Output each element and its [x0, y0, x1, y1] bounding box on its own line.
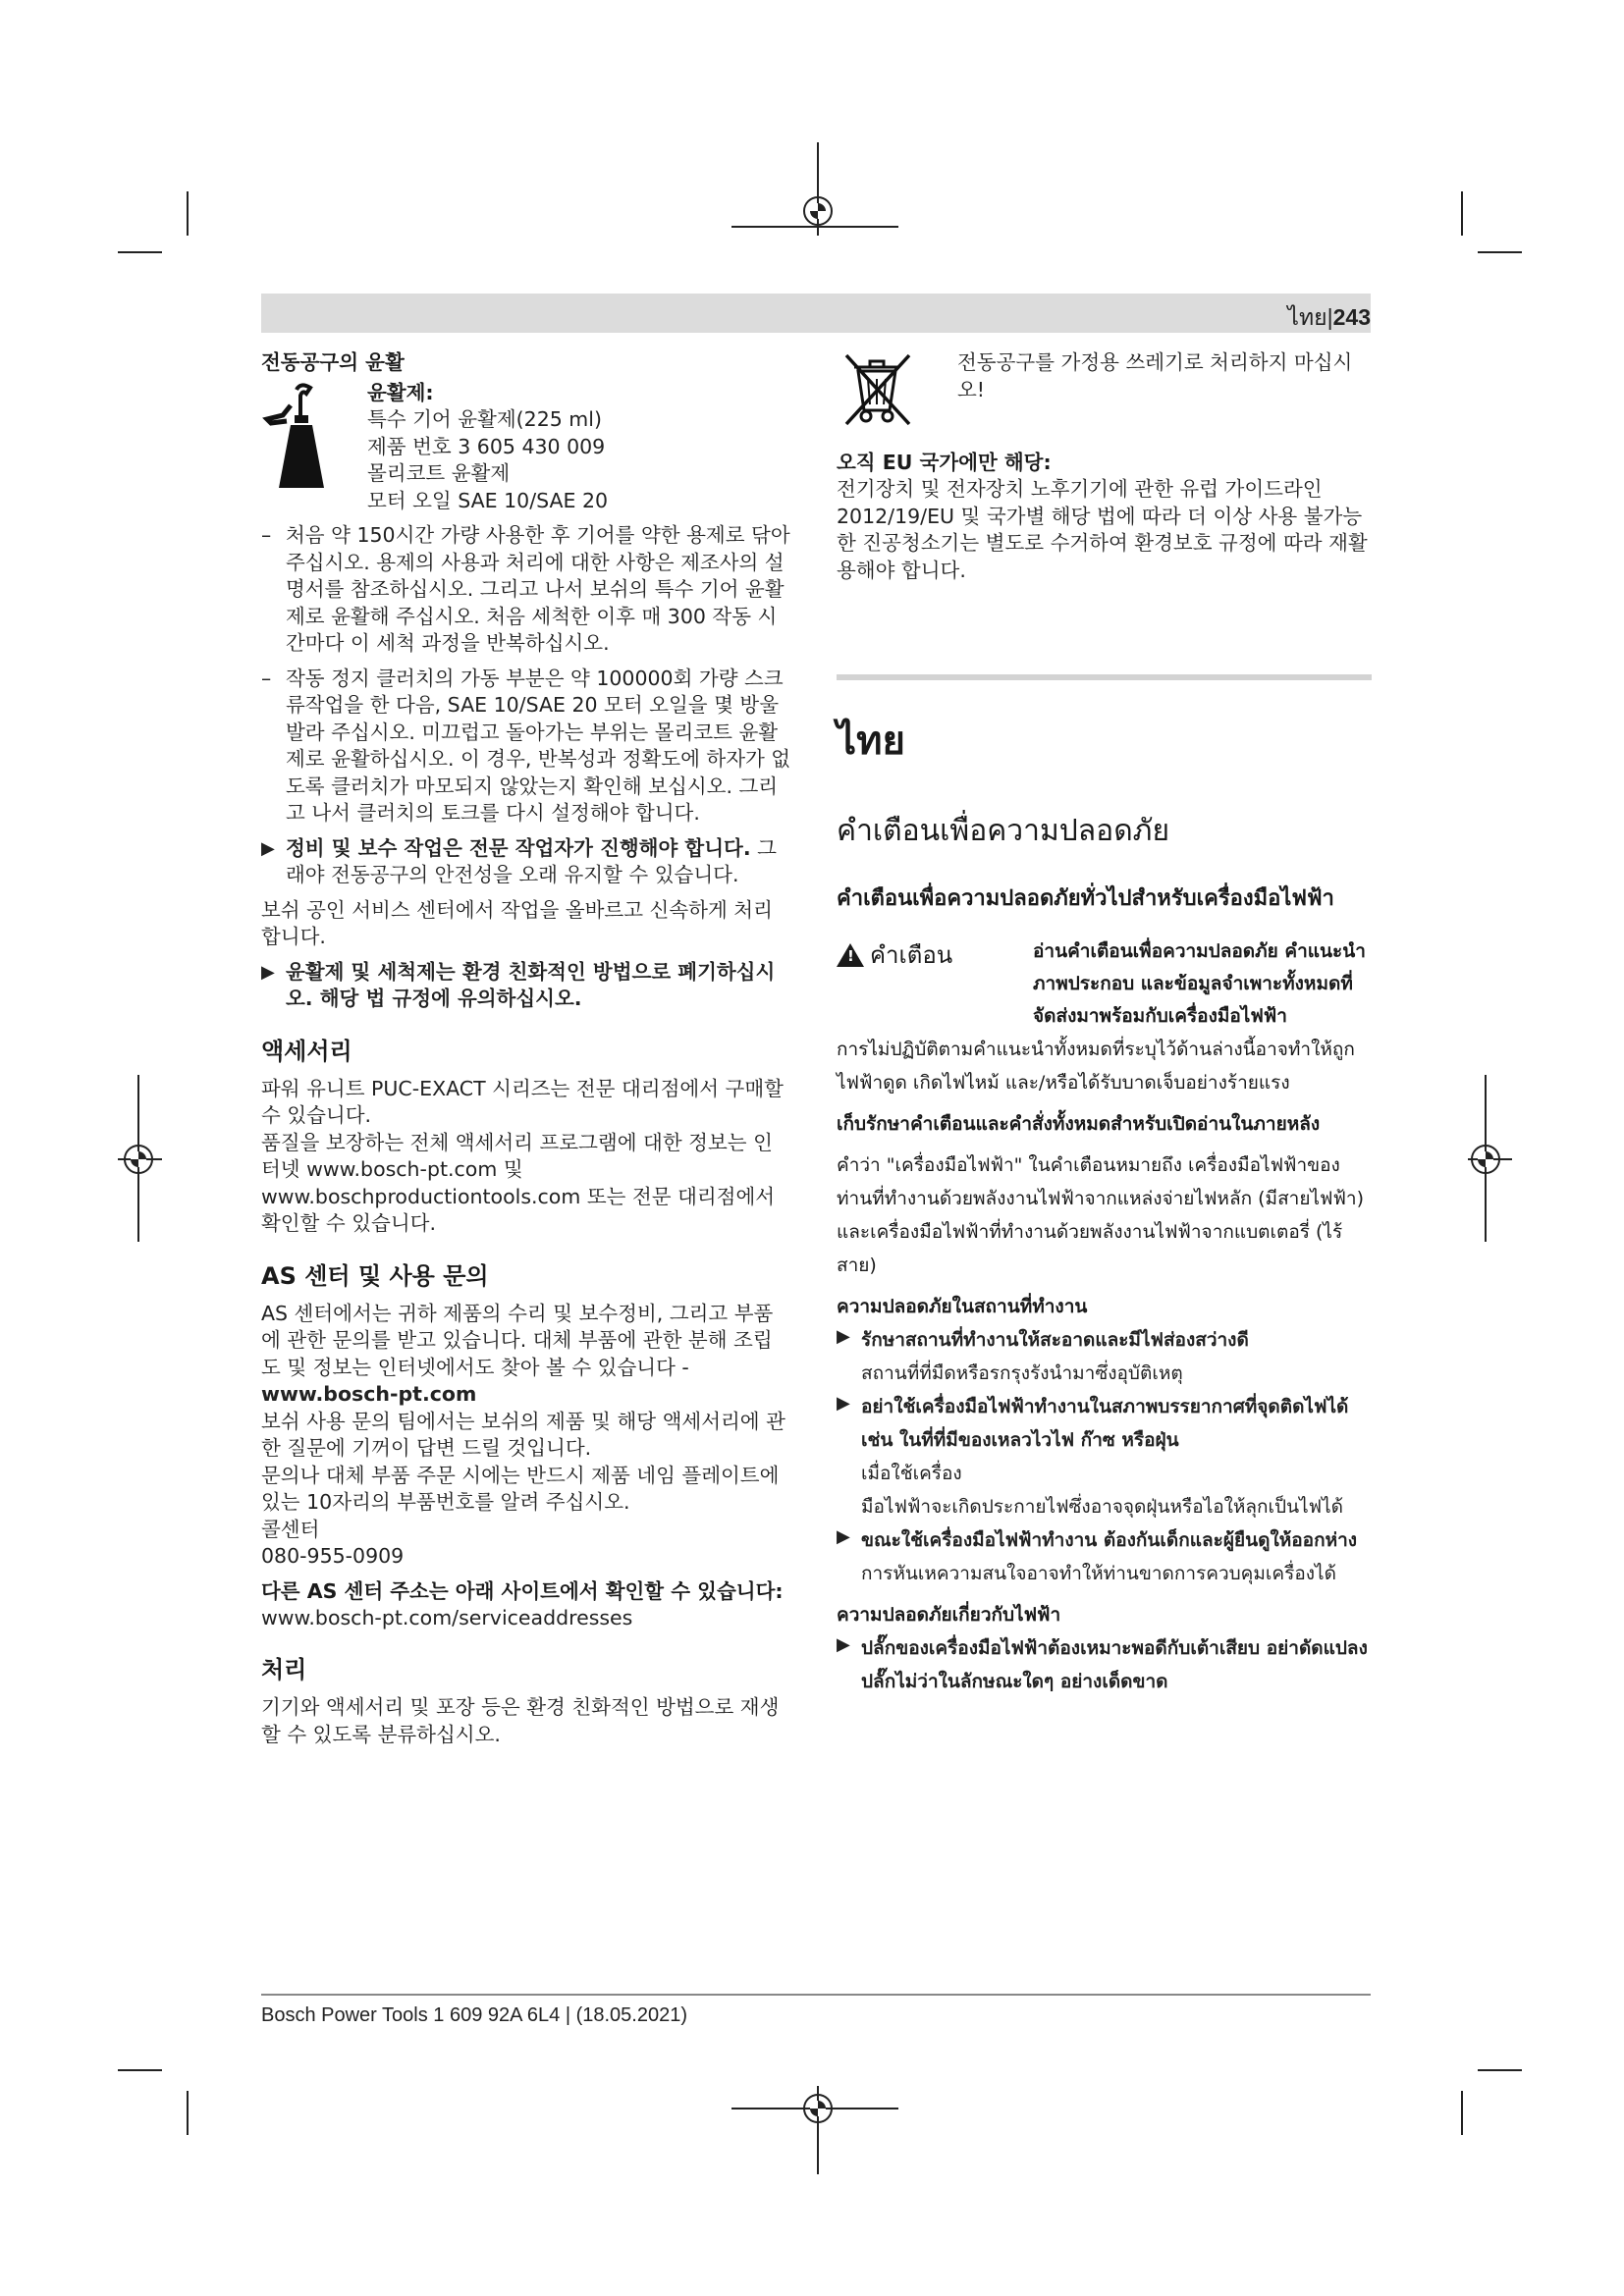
oil-can-icon: [261, 380, 340, 498]
safety-item-text: มือไฟฟ้าจะเกิดประกายไฟซึ่งอาจจุดฝุ่นหรือไอให้ลุกเป็นไฟได้: [861, 1496, 1344, 1518]
accessories-heading: 액세서리: [261, 1037, 352, 1065]
registration-mark-icon: [803, 196, 833, 226]
bosch-link[interactable]: www.bosch-pt.com: [261, 1382, 477, 1406]
call-center-number: 080-955-0909: [261, 1544, 405, 1568]
crop-mark: [118, 2069, 162, 2071]
safety-item-bold: อย่าใช้เครื่องมือไฟฟ้าทำงานในสภาพบรรยากาศที่จุดติดไฟได้ เช่น ในที่ที่มีของเหลวไวไฟ ก๊าซ หรือฝุ่น: [861, 1396, 1349, 1451]
footer-rule: [261, 1994, 1371, 1996]
registration-mark-icon: [803, 2094, 833, 2123]
thai-section-title: ไทย: [837, 718, 905, 764]
crop-mark: [118, 251, 162, 253]
eco-disposal-bold: 윤활제 및 세척제는 환경 친화적인 방법으로 폐기하십시오. 해당 법 규정에 유의하십시오.: [286, 959, 776, 1010]
left-column: [261, 349, 791, 1748]
safety-item-bold: รักษาสถานที่ทำงานให้สะอาดและมีไฟส่องสว่างดี: [861, 1329, 1249, 1351]
lubrication-heading: 전동공구의 윤활: [261, 350, 405, 374]
warning-bold-text: อ่านคำเตือนเพื่อความปลอดภัย คำแนะนำ ภาพประกอบ และข้อมูลจำเพาะทั้งหมดที่จัดส่งมาพร้อมกับเครื่องมือไฟฟ้า: [1033, 940, 1366, 1027]
lubricant-list: [367, 380, 608, 514]
general-safety-heading: คำเตือนเพื่อความปลอดภัยทั่วไปสำหรับเครื่องมือไฟฟ้า: [837, 886, 1334, 911]
crop-mark: [731, 226, 898, 228]
crop-mark: [187, 191, 189, 236]
registration-mark-icon: [124, 1145, 153, 1174]
safety-item-text: เมื่อใช้เครื่อง: [861, 1463, 962, 1484]
right-column: [837, 349, 1372, 1698]
triangle-bullet-icon: ▶: [261, 961, 275, 983]
disposal-heading: 처리: [261, 1656, 307, 1683]
maintenance-note: [261, 835, 791, 889]
weee-text-block: [957, 349, 1370, 428]
lubricant-block: [261, 380, 791, 514]
warning-label-text: คำเตือน: [870, 941, 953, 969]
safety-item: [837, 1523, 1372, 1590]
maintenance-text: 그래야 전동공구의 안전성을 오래 유지할 수 있습니다.: [286, 835, 777, 886]
electrical-safety-heading: ความปลอดภัยเกี่ยวกับไฟฟ้า: [837, 1604, 1061, 1626]
maintenance-bold: 정비 및 보수 작업은 전문 작업자가 진행해야 합니다.: [286, 835, 751, 860]
lubrication-instruction: – 작동 정지 클러치의 가동 부분은 약 100000회 가량 스크류작업을 한 다음, SAE 10/SAE 20 모터 오일을 몇 방울 발라 주십시오. 미끄럽고 돌아가는 부위는 몰리코트 윤활제로 윤활하십시오. 이 경우, 반복성과 정확도에 하자가 없도록 클러치가 마모되지 않았는지 확인해 보십시오. 그리고 나서 클러치의 토크를 다시 설정해야 합니다.: [261, 666, 791, 828]
keep-instructions-text: เก็บรักษาคำเตือนและคำสั่งทั้งหมดสำหรับเปิดอ่านในภายหลัง: [837, 1113, 1321, 1135]
lubricant-item: 제품 번호 3 605 430 009: [367, 434, 606, 458]
crop-mark: [187, 2091, 189, 2135]
service-center-heading: AS 센터 및 사용 문의: [261, 1261, 489, 1290]
warning-label: [837, 935, 1033, 974]
eu-only-text: 전기장치 및 전자장치 노후기기에 관한 유럽 가이드라인 2012/19/EU 및 국가별 해당 법에 따라 더 이상 사용 불가능한 진공청소기는 별도로 수거하여 환경보호 규정에 따라 재활용해야 합니다.: [837, 477, 1368, 582]
work-area-safety-heading: ความปลอดภัยในสถานที่ทำงาน: [837, 1296, 1088, 1317]
safety-item: [837, 1323, 1372, 1390]
safety-item-bold: ขณะใช้เครื่องมือไฟฟ้าทำงาน ต้องกันเด็กและผู้ยืนดูให้ออกห่าง: [861, 1529, 1358, 1551]
service-center-text: 보쉬 사용 문의 팀에서는 보쉬의 제품 및 해당 액세서리에 관한 질문에 기꺼이 답변 드릴 것입니다.: [261, 1409, 785, 1460]
weee-block: [837, 349, 1372, 428]
safety-item-bold: ปลั๊กของเครื่องมือไฟฟ้าต้องเหมาะพอดีกับเต้าเสียบ อย่าดัดแปลงปลั๊กไม่ว่าในลักษณะใดๆ อย่างเด็ดขาด: [861, 1637, 1368, 1692]
registration-mark-icon: [1471, 1145, 1500, 1174]
service-text: 보쉬 공인 서비스 센터에서 작업을 올바르고 신속하게 처리합니다.: [261, 897, 773, 948]
call-center-label: 콜센터: [261, 1517, 320, 1541]
lubricant-label: 윤활제:: [367, 381, 434, 404]
triangle-bullet-icon: ▶: [261, 837, 275, 859]
triangle-bullet-icon: ▶: [837, 1634, 850, 1655]
disposal-text: 기기와 액세서리 및 포장 등은 환경 친화적인 방법으로 재생할 수 있도록 분류하십시오.: [261, 1695, 780, 1746]
safety-heading: คำเตือนเพื่อความปลอดภัย: [837, 814, 1170, 848]
safety-item: [837, 1390, 1372, 1523]
warning-block: [837, 935, 1372, 1033]
lubrication-instruction: – 처음 약 150시간 가량 사용한 후 기어를 약한 용제로 닦아 주십시오. 용제의 사용과 처리에 대한 사항은 제조사의 설명서를 참조하십시오. 그리고 나서 보쉬의 특수 기어 윤활제로 윤활해 주십시오. 처음 세척한 이후 매 300 작동 시간마다 이 세척 과정을 반복하십시오.: [261, 522, 791, 658]
power-tool-term-text: คำว่า "เครื่องมือไฟฟ้า" ในคำเตือนหมายถึง เครื่องมือไฟฟ้าของท่านที่ทำงานด้วยพลังงานไฟฟ้าจากแหล่งจ่ายไฟหลัก (มีสายไฟฟ้า) และเครื่องมือไฟฟ้าที่ทำงานด้วยพลังงานไฟฟ้าจากแบตเตอรี่ (ไร้สาย): [837, 1154, 1365, 1276]
warning-triangle-icon: [837, 943, 864, 967]
crop-mark: [1478, 2069, 1522, 2071]
eco-disposal-note: [261, 959, 791, 1013]
triangle-bullet-icon: ▶: [837, 1526, 850, 1547]
weee-text: 전동공구를 가정용 쓰레기로 처리하지 마십시오!: [957, 350, 1353, 401]
service-center-text-part: AS 센터에서는 귀하 제품의 수리 및 보수정비, 그리고 부품에 관한 문의를 받고 있습니다. 대체 부품에 관한 분해 조립도 및 정보는 인터넷에서도 찾아 볼 수 있습니다 -: [261, 1301, 774, 1379]
header-bar: [261, 294, 1371, 333]
header-language: ไทย: [1287, 304, 1327, 330]
eu-only-heading: 오직 EU 국가에만 해당:: [837, 451, 1052, 474]
safety-item-text: การหันเหความสนใจอาจทำให้ท่านขาดการควบคุมเครื่องได้: [861, 1563, 1336, 1584]
triangle-bullet-icon: ▶: [837, 1393, 850, 1414]
lubricant-item: 특수 기어 윤활제(225 ml): [367, 407, 602, 431]
accessories-text: 품질을 보장하는 전체 액세서리 프로그램에 대한 정보는 인터넷 www.bosch-pt.com 및 www.boschproductiontools.com 또는 전문 대리점에서 확인할 수 있습니다.: [261, 1130, 776, 1235]
service-center-text: [261, 1301, 791, 1409]
crossed-out-wheelie-bin-icon: [840, 349, 914, 428]
crop-mark: [1461, 2091, 1463, 2135]
safety-item: [837, 1631, 1372, 1698]
footer-text: Bosch Power Tools 1 609 92A 6L4 | (18.05.2021): [261, 2004, 688, 2026]
other-service-heading: 다른 AS 센터 주소는 아래 사이트에서 확인할 수 있습니다:: [261, 1578, 784, 1603]
crop-mark: [1461, 191, 1463, 236]
warning-consequence-text: การไม่ปฏิบัติตามคำแนะนำทั้งหมดที่ระบุไว้ด้านล่างนี้อาจทำให้ถูกไฟฟ้าดูด เกิดไฟไหม้ และ/หรือได้รับบาดเจ็บอย่างร้ายแรง: [837, 1039, 1355, 1094]
header-separator: |: [1326, 304, 1333, 330]
warning-text: [1033, 935, 1372, 1033]
page-number: 243: [1332, 304, 1371, 330]
safety-item-text: สถานที่ที่มืดหรือรกรุงรังนำมาซึ่งอุบัติเหตุ: [861, 1362, 1183, 1384]
section-divider: [837, 674, 1372, 680]
triangle-bullet-icon: ▶: [837, 1326, 850, 1347]
service-center-text: 문의나 대체 부품 주문 시에는 반드시 제품 네임 플레이트에 있는 10자리의 부품번호를 알려 주십시오.: [261, 1463, 780, 1514]
accessories-text: 파워 유니트 PUC-EXACT 시리즈는 전문 대리점에서 구매할 수 있습니다.: [261, 1076, 784, 1127]
page-header: [1287, 300, 1371, 336]
service-addresses-link[interactable]: www.bosch-pt.com/serviceaddresses: [261, 1605, 633, 1629]
crop-mark: [1478, 251, 1522, 253]
lubricant-item: 모터 오일 SAE 10/SAE 20: [367, 488, 609, 512]
lubricant-item: 몰리코트 윤활제: [367, 461, 511, 485]
